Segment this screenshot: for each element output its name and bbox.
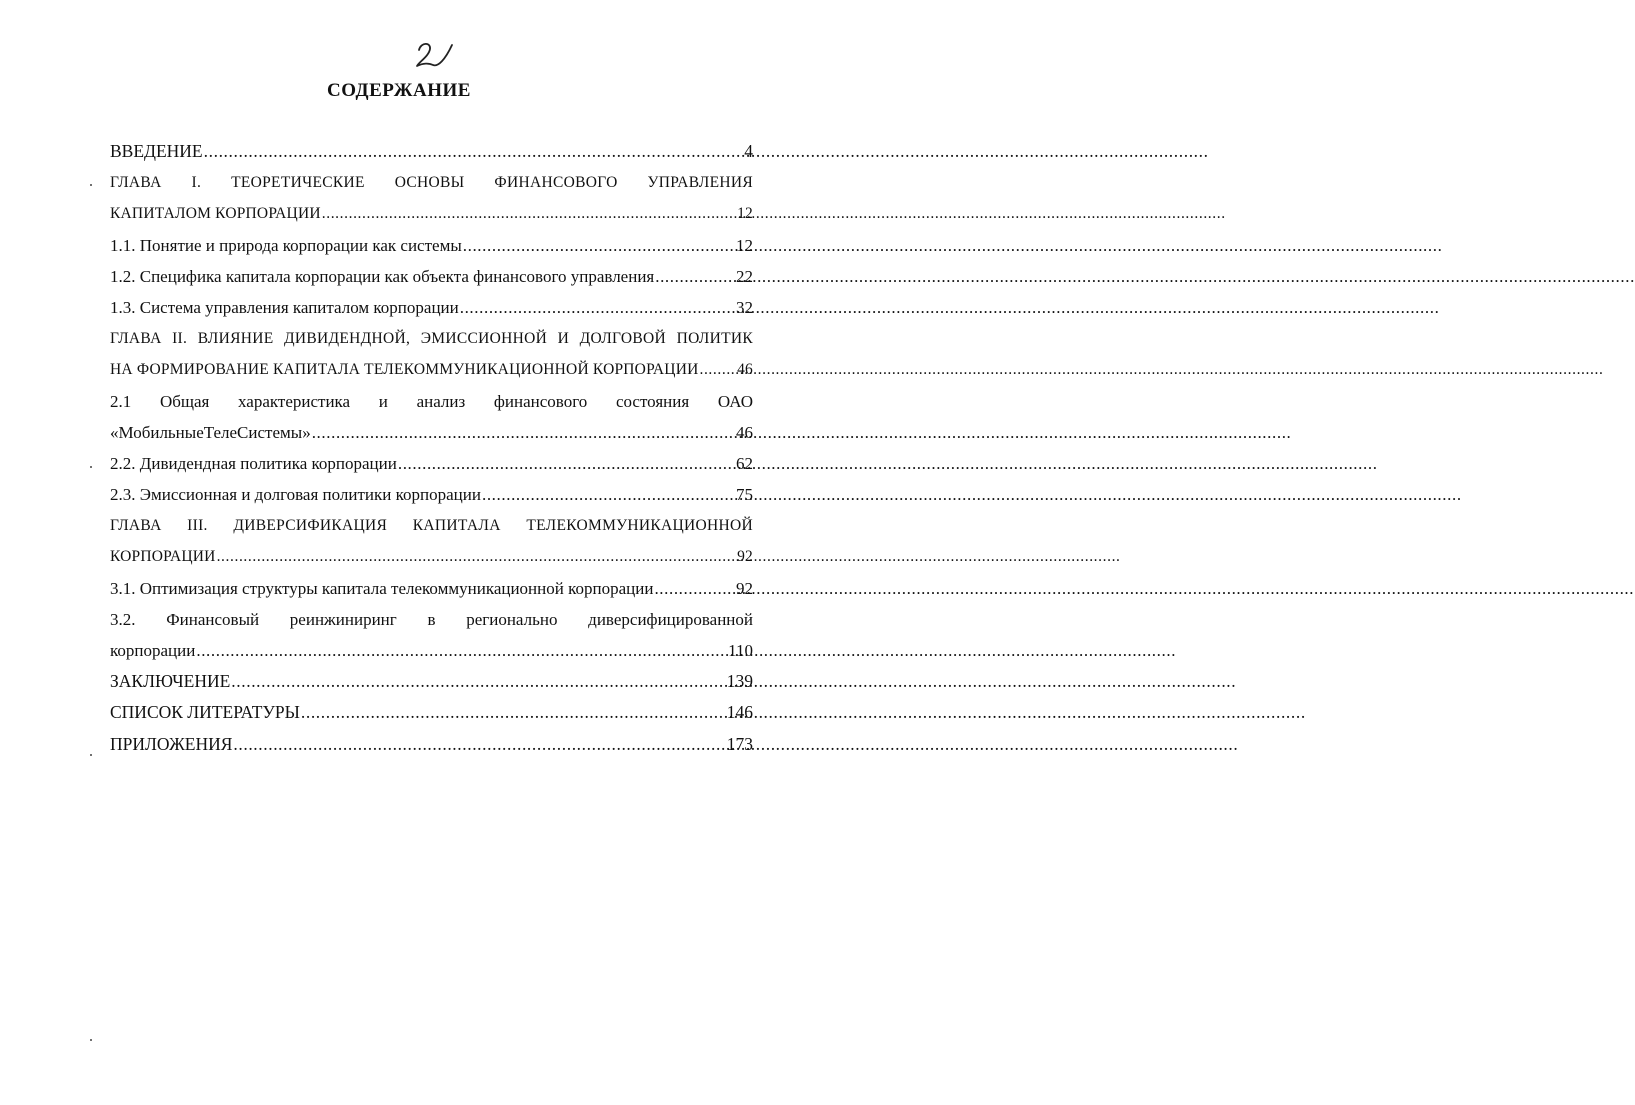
page-number-text: 2 — [465, 74, 466, 75]
toc-entry-title: СПИСОК ЛИТЕРАТУРЫ — [110, 702, 300, 723]
toc-leader-dots — [655, 261, 735, 292]
toc-leader-dots — [460, 292, 735, 323]
toc-entry-title: 3.1. Оптимизация структуры капитала телекоммуникационной корпорации — [110, 578, 654, 598]
toc-entry[interactable] — [110, 541, 753, 572]
toc-heading-line: ГЛАВА II. ВЛИЯНИЕ ДИВИДЕНДНОЙ, ЭМИССИОННОЙ И ДОЛГОВОЙ ПОЛИТИК — [110, 330, 753, 348]
toc-entry-page: 4 — [744, 141, 753, 161]
toc-entry-page: 12 — [736, 235, 753, 255]
toc-entry[interactable] — [110, 666, 753, 697]
toc-leader-dots — [217, 541, 737, 572]
toc-leader-dots — [233, 729, 725, 760]
toc-entry[interactable] — [110, 417, 753, 448]
toc-leader-dots — [301, 697, 726, 728]
document-page — [0, 0, 798, 1105]
margin-mark — [90, 184, 92, 186]
toc-entry[interactable] — [110, 292, 753, 323]
toc-entry[interactable] — [110, 697, 753, 728]
toc-leader-dots — [204, 136, 744, 167]
margin-mark — [90, 1039, 92, 1041]
toc-leader-dots — [482, 479, 735, 510]
toc-entry-title: «МобильныеТелеСистемы» — [110, 422, 311, 442]
toc-leader-dots — [312, 417, 735, 448]
toc-entry-title: ПРИЛОЖЕНИЯ — [110, 733, 233, 754]
toc-entry-page: 62 — [736, 453, 753, 473]
toc-entry-title: НА ФОРМИРОВАНИЕ КАПИТАЛА ТЕЛЕКОММУНИКАЦИОННОЙ КОРПОРАЦИИ — [110, 361, 699, 379]
toc-entry[interactable] — [110, 448, 753, 479]
toc-entry[interactable] — [110, 635, 753, 666]
margin-mark — [90, 466, 92, 468]
toc-entry-title: 1.2. Специфика капитала корпорации как объекта финансового управления — [110, 266, 655, 286]
toc-leader-dots — [463, 230, 735, 261]
toc-heading-line: 2.1 Общая характеристика и анализ финансового состояния ОАО — [110, 391, 753, 411]
toc-leader-dots — [231, 666, 725, 697]
toc-entry-page: 12 — [737, 205, 753, 223]
toc-entry-title: КОРПОРАЦИИ — [110, 548, 216, 566]
toc-entry-title: КАПИТАЛОМ КОРПОРАЦИИ — [110, 205, 321, 223]
toc-leader-dots — [699, 354, 736, 385]
table-of-contents — [110, 136, 753, 760]
toc-entry[interactable] — [110, 198, 753, 229]
toc-heading-line: ГЛАВА III. ДИВЕРСИФИКАЦИЯ КАПИТАЛА ТЕЛЕКОММУНИКАЦИОННОЙ — [110, 517, 753, 535]
toc-entry-title: ЗАКЛЮЧЕНИЕ — [110, 671, 231, 692]
toc-entry[interactable] — [110, 230, 753, 261]
toc-entry-title: корпорации — [110, 641, 196, 660]
toc-entry[interactable] — [110, 354, 753, 385]
toc-entry-page: 75 — [736, 485, 753, 505]
toc-entry-title: 1.3. Система управления капиталом корпорации — [110, 297, 459, 317]
page-title: СОДЕРЖАНИЕ — [327, 80, 471, 101]
toc-entry-page: 46 — [736, 422, 753, 442]
toc-entry-title: 2.3. Эмиссионная и долговая политики корпорации — [110, 485, 481, 505]
toc-entry-page: 146 — [726, 702, 753, 723]
toc-entry[interactable] — [110, 479, 753, 510]
toc-leader-dots — [654, 573, 735, 604]
toc-entry-page: 22 — [736, 266, 753, 286]
toc-entry-page: 173 — [726, 733, 753, 754]
toc-entry-title: 1.1. Понятие и природа корпорации как системы — [110, 235, 462, 255]
toc-entry-page: 139 — [726, 671, 753, 692]
toc-heading-line: ГЛАВА I. ТЕОРЕТИЧЕСКИЕ ОСНОВЫ ФИНАНСОВОГО УПРАВЛЕНИЯ — [110, 174, 753, 192]
toc-entry[interactable] — [110, 729, 753, 760]
margin-mark — [90, 754, 92, 756]
toc-entry-title: 2.2. Дивидендная политика корпорации — [110, 453, 397, 473]
toc-leader-dots — [398, 448, 735, 479]
toc-entry-title: ВВЕДЕНИЕ — [110, 141, 203, 161]
toc-entry[interactable] — [110, 261, 753, 292]
handwritten-page-number — [405, 36, 465, 74]
toc-leader-dots — [322, 198, 736, 229]
toc-entry-page: 92 — [736, 578, 753, 598]
toc-entry[interactable] — [110, 573, 753, 604]
toc-entry-page: 92 — [737, 548, 753, 566]
toc-entry-page: 46 — [737, 361, 753, 379]
toc-heading-line: 3.2. Финансовый реинжиниринг в регионально диверсифицированной — [110, 609, 753, 629]
toc-leader-dots — [196, 635, 727, 666]
toc-entry-page: 32 — [736, 297, 753, 317]
toc-entry-page: 110 — [728, 641, 753, 660]
toc-entry[interactable] — [110, 136, 753, 167]
